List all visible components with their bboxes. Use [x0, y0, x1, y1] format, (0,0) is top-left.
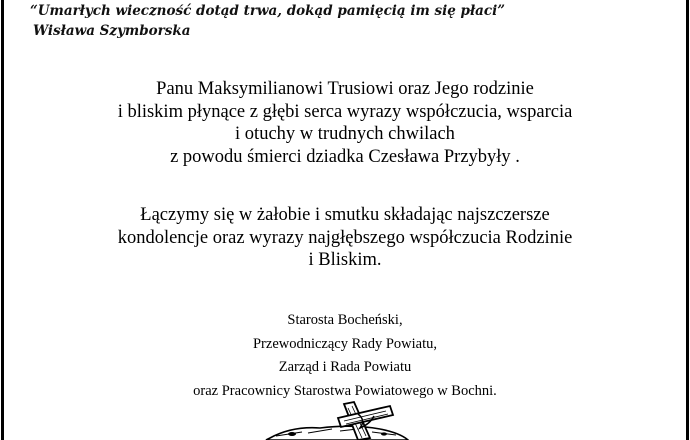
message-line: Łączymy się w żałobie i smutku składając najszczersze — [140, 205, 550, 225]
signature-block — [0, 309, 690, 403]
signature-line: oraz Pracownicy Starostwa Powiatowego w Bochni. — [193, 382, 497, 399]
quote-text: “Umarłych wieczność dotąd trwa, dokąd pamięcią im się płaci” — [30, 3, 505, 19]
quote-author: Wisława Szymborska — [33, 23, 191, 39]
message-line: i otuchy w trudnych chwilach — [235, 124, 455, 144]
message-line: z powodu śmierci dziadka Czesława Przybyły . — [170, 146, 520, 167]
signature-line: Starosta Bocheński, — [287, 312, 403, 328]
message-line: i Bliskim. — [308, 250, 382, 270]
signature-line: Przewodniczący Rady Powiatu, — [252, 335, 438, 352]
sympathy-message — [0, 204, 690, 272]
message-line: kondolencje oraz wyrazy najgłębszego współczucia Rodzinie — [117, 227, 573, 248]
condolence-message — [0, 78, 690, 168]
message-line: i bliskim płynące z głębi serca wyrazy współczucia, wsparcia — [117, 101, 573, 122]
message-line: Panu Maksymilianowi Trusiowi oraz Jego rodzinie — [156, 79, 534, 99]
signature-line: Zarząd i Rada Powiatu — [278, 359, 412, 375]
cross-icon — [262, 398, 412, 440]
